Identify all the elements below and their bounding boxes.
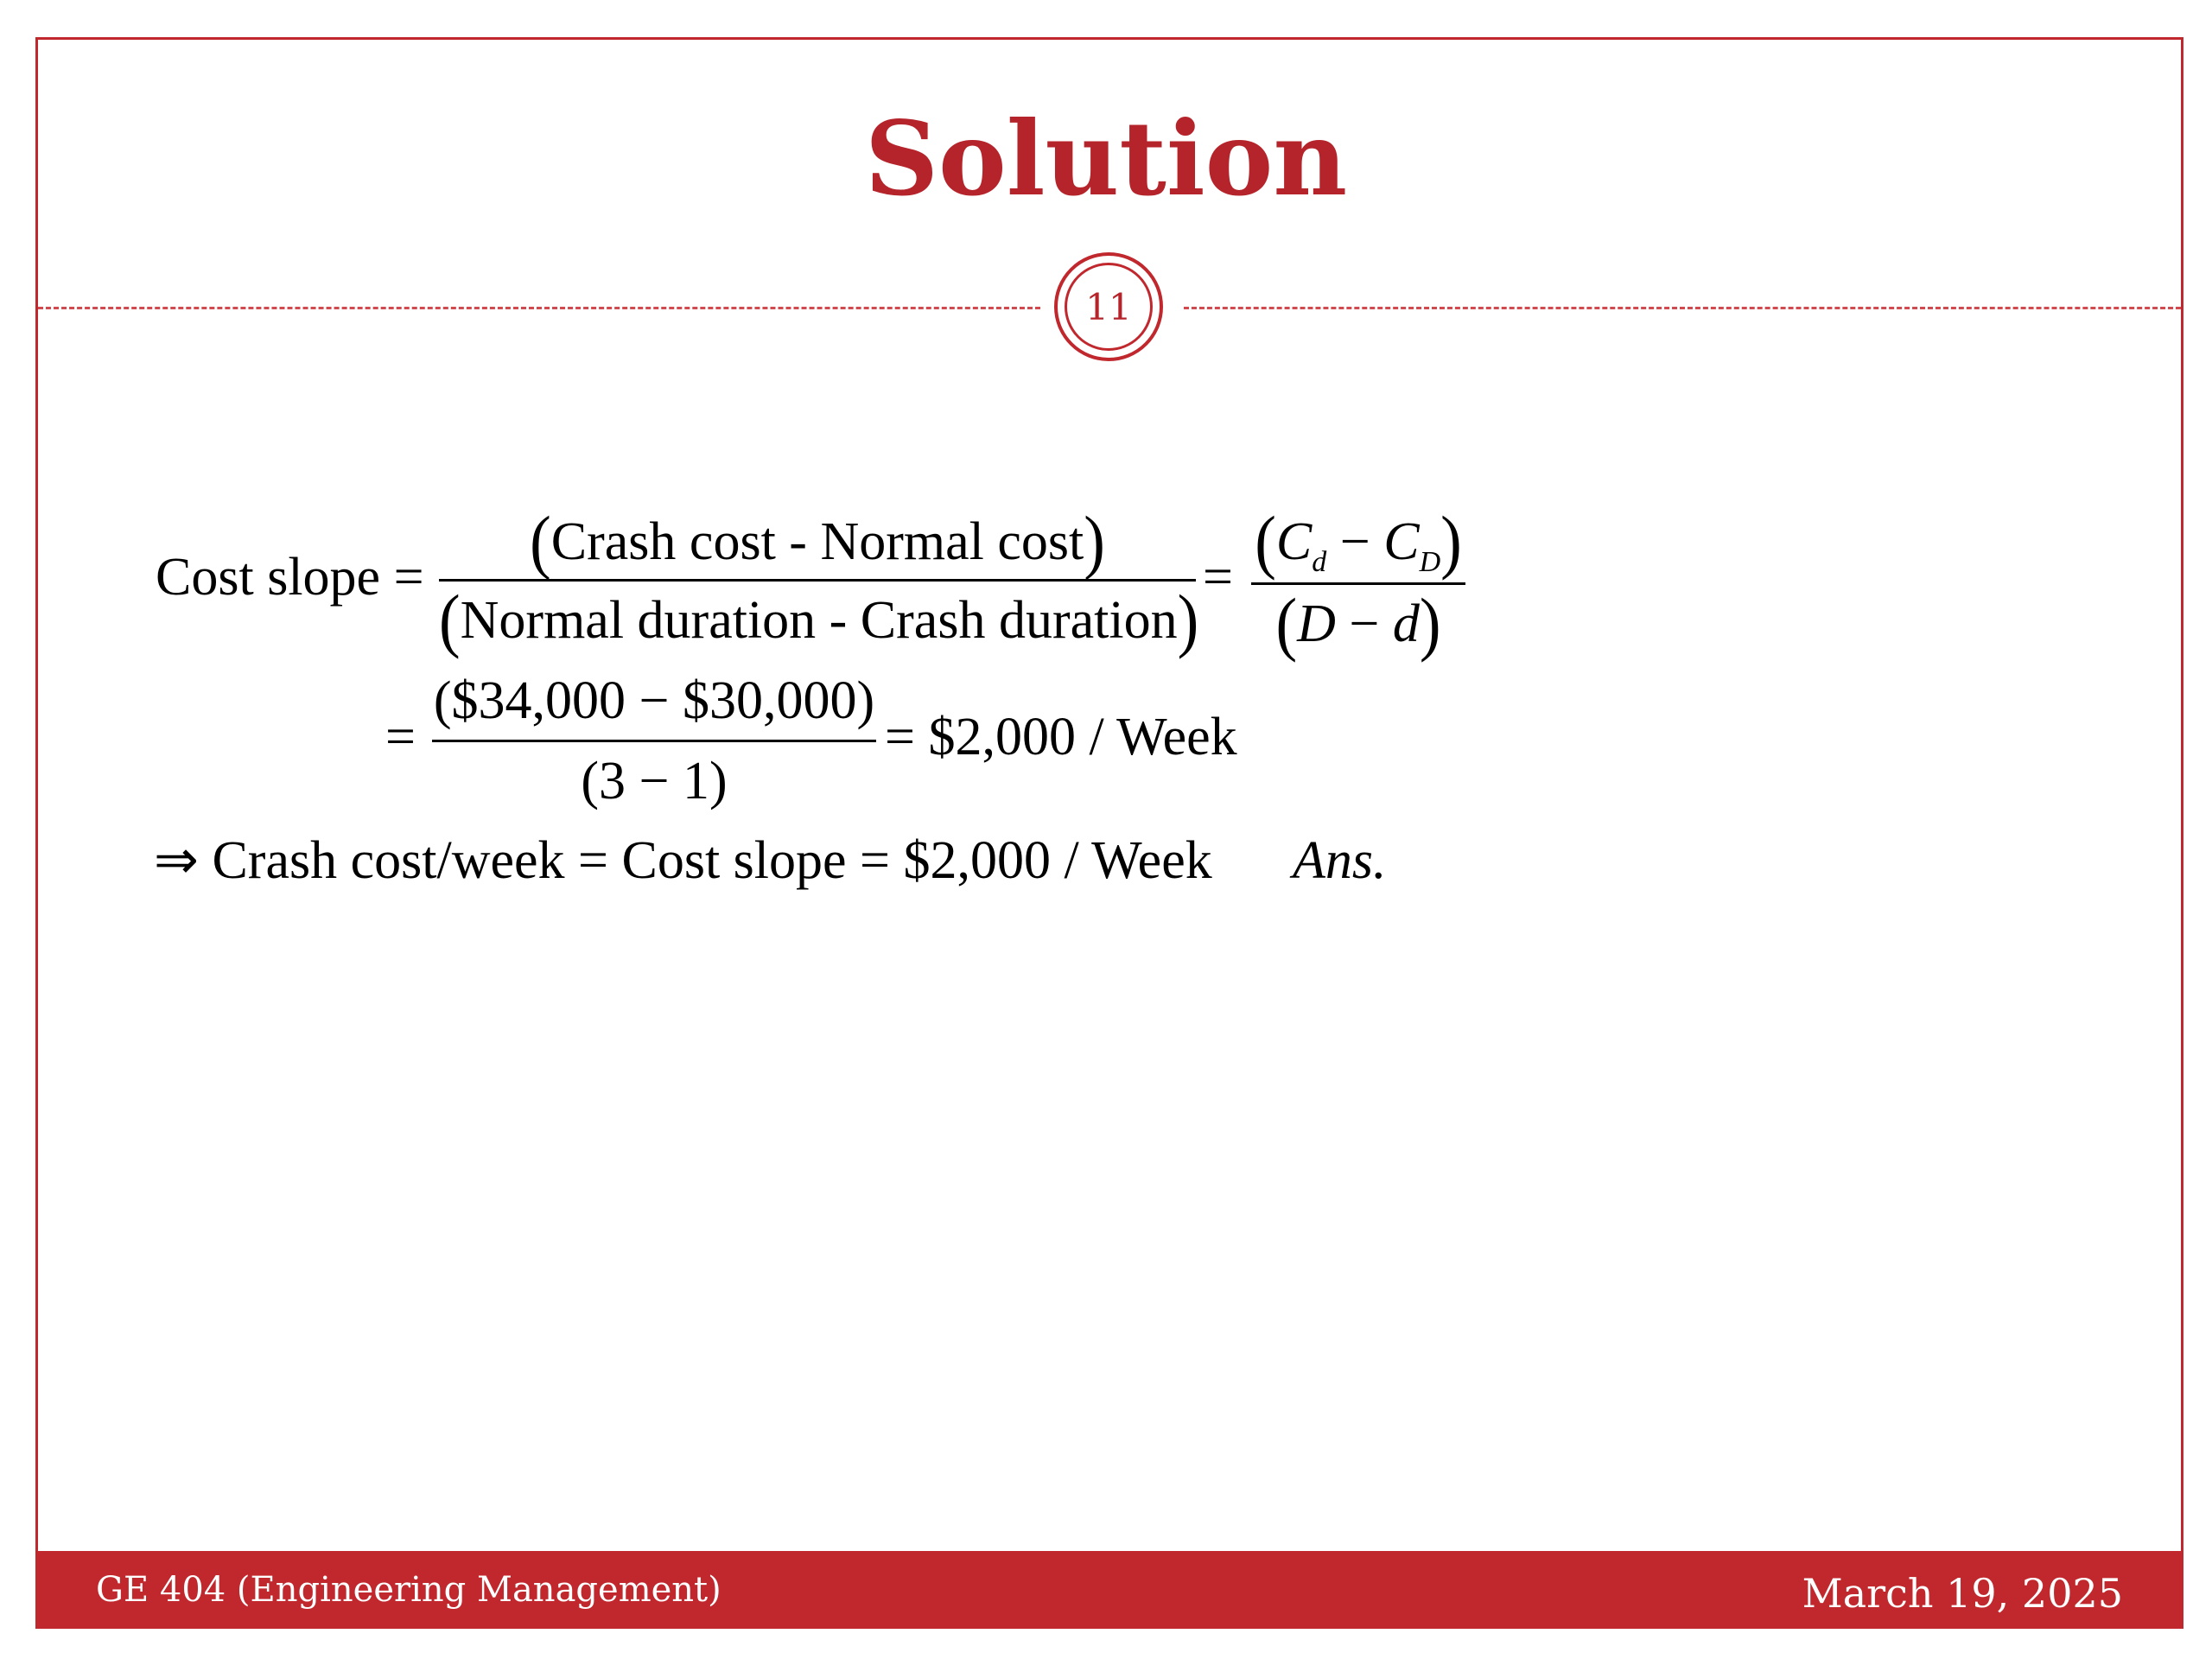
title-divider-left [38,307,1040,309]
cost-slope-fraction [439,502,1199,660]
minus-sign: − [1326,512,1384,571]
symbol-d: d [1392,594,1420,653]
symbol-c-2: C [1383,512,1420,571]
numeric-fraction [432,671,876,810]
numerator-text: Crash cost - Normal cost [550,512,1084,571]
subscript-d: d [1312,546,1327,578]
cost-slope-lhs: Cost slope = [156,548,424,607]
denominator-text: Normal duration - Crash duration [460,591,1178,650]
numeric-fraction-bar [432,740,876,742]
symbolic-denominator: (D − d) [1275,584,1441,664]
symbol-D: D [1297,594,1336,653]
equals-sign-1: = [1203,548,1233,607]
equals-sign-2: = [385,708,416,766]
footer-course: GE 404 (Engineering Management) [96,1570,721,1610]
page-number-badge [1054,252,1163,361]
implies-arrow: ⇒ [154,831,199,890]
conclusion-line [154,831,1212,890]
title-divider-right [1184,307,2181,309]
conclusion-text: Crash cost/week = Cost slope = $2,000 / Week [212,831,1212,890]
numeric-denominator: (3 − 1) [581,752,728,810]
symbolic-numerator: $(C_d - C_D)$ [1255,502,1462,582]
page-number: 11 [1065,263,1153,351]
symbolic-fraction [1251,502,1465,664]
fraction-numerator: (Crash cost - Normal cost) [530,502,1105,582]
fraction-bar [439,579,1196,582]
footer-bar [35,1551,2183,1629]
fraction-denominator: (Normal duration - Crash duration) [439,581,1199,660]
numeric-result: = $2,000 / Week [885,708,1237,766]
symbol-c-1: C [1275,512,1313,571]
numeric-numerator: ($34,000 − $30,000) [433,671,875,730]
minus-sign-2: − [1335,594,1393,653]
slide-title: Solution [864,99,1348,219]
footer-date: March 19, 2025 [1802,1570,2123,1617]
subscript-D: D [1419,546,1441,578]
answer-label: Ans. [1293,831,1387,890]
